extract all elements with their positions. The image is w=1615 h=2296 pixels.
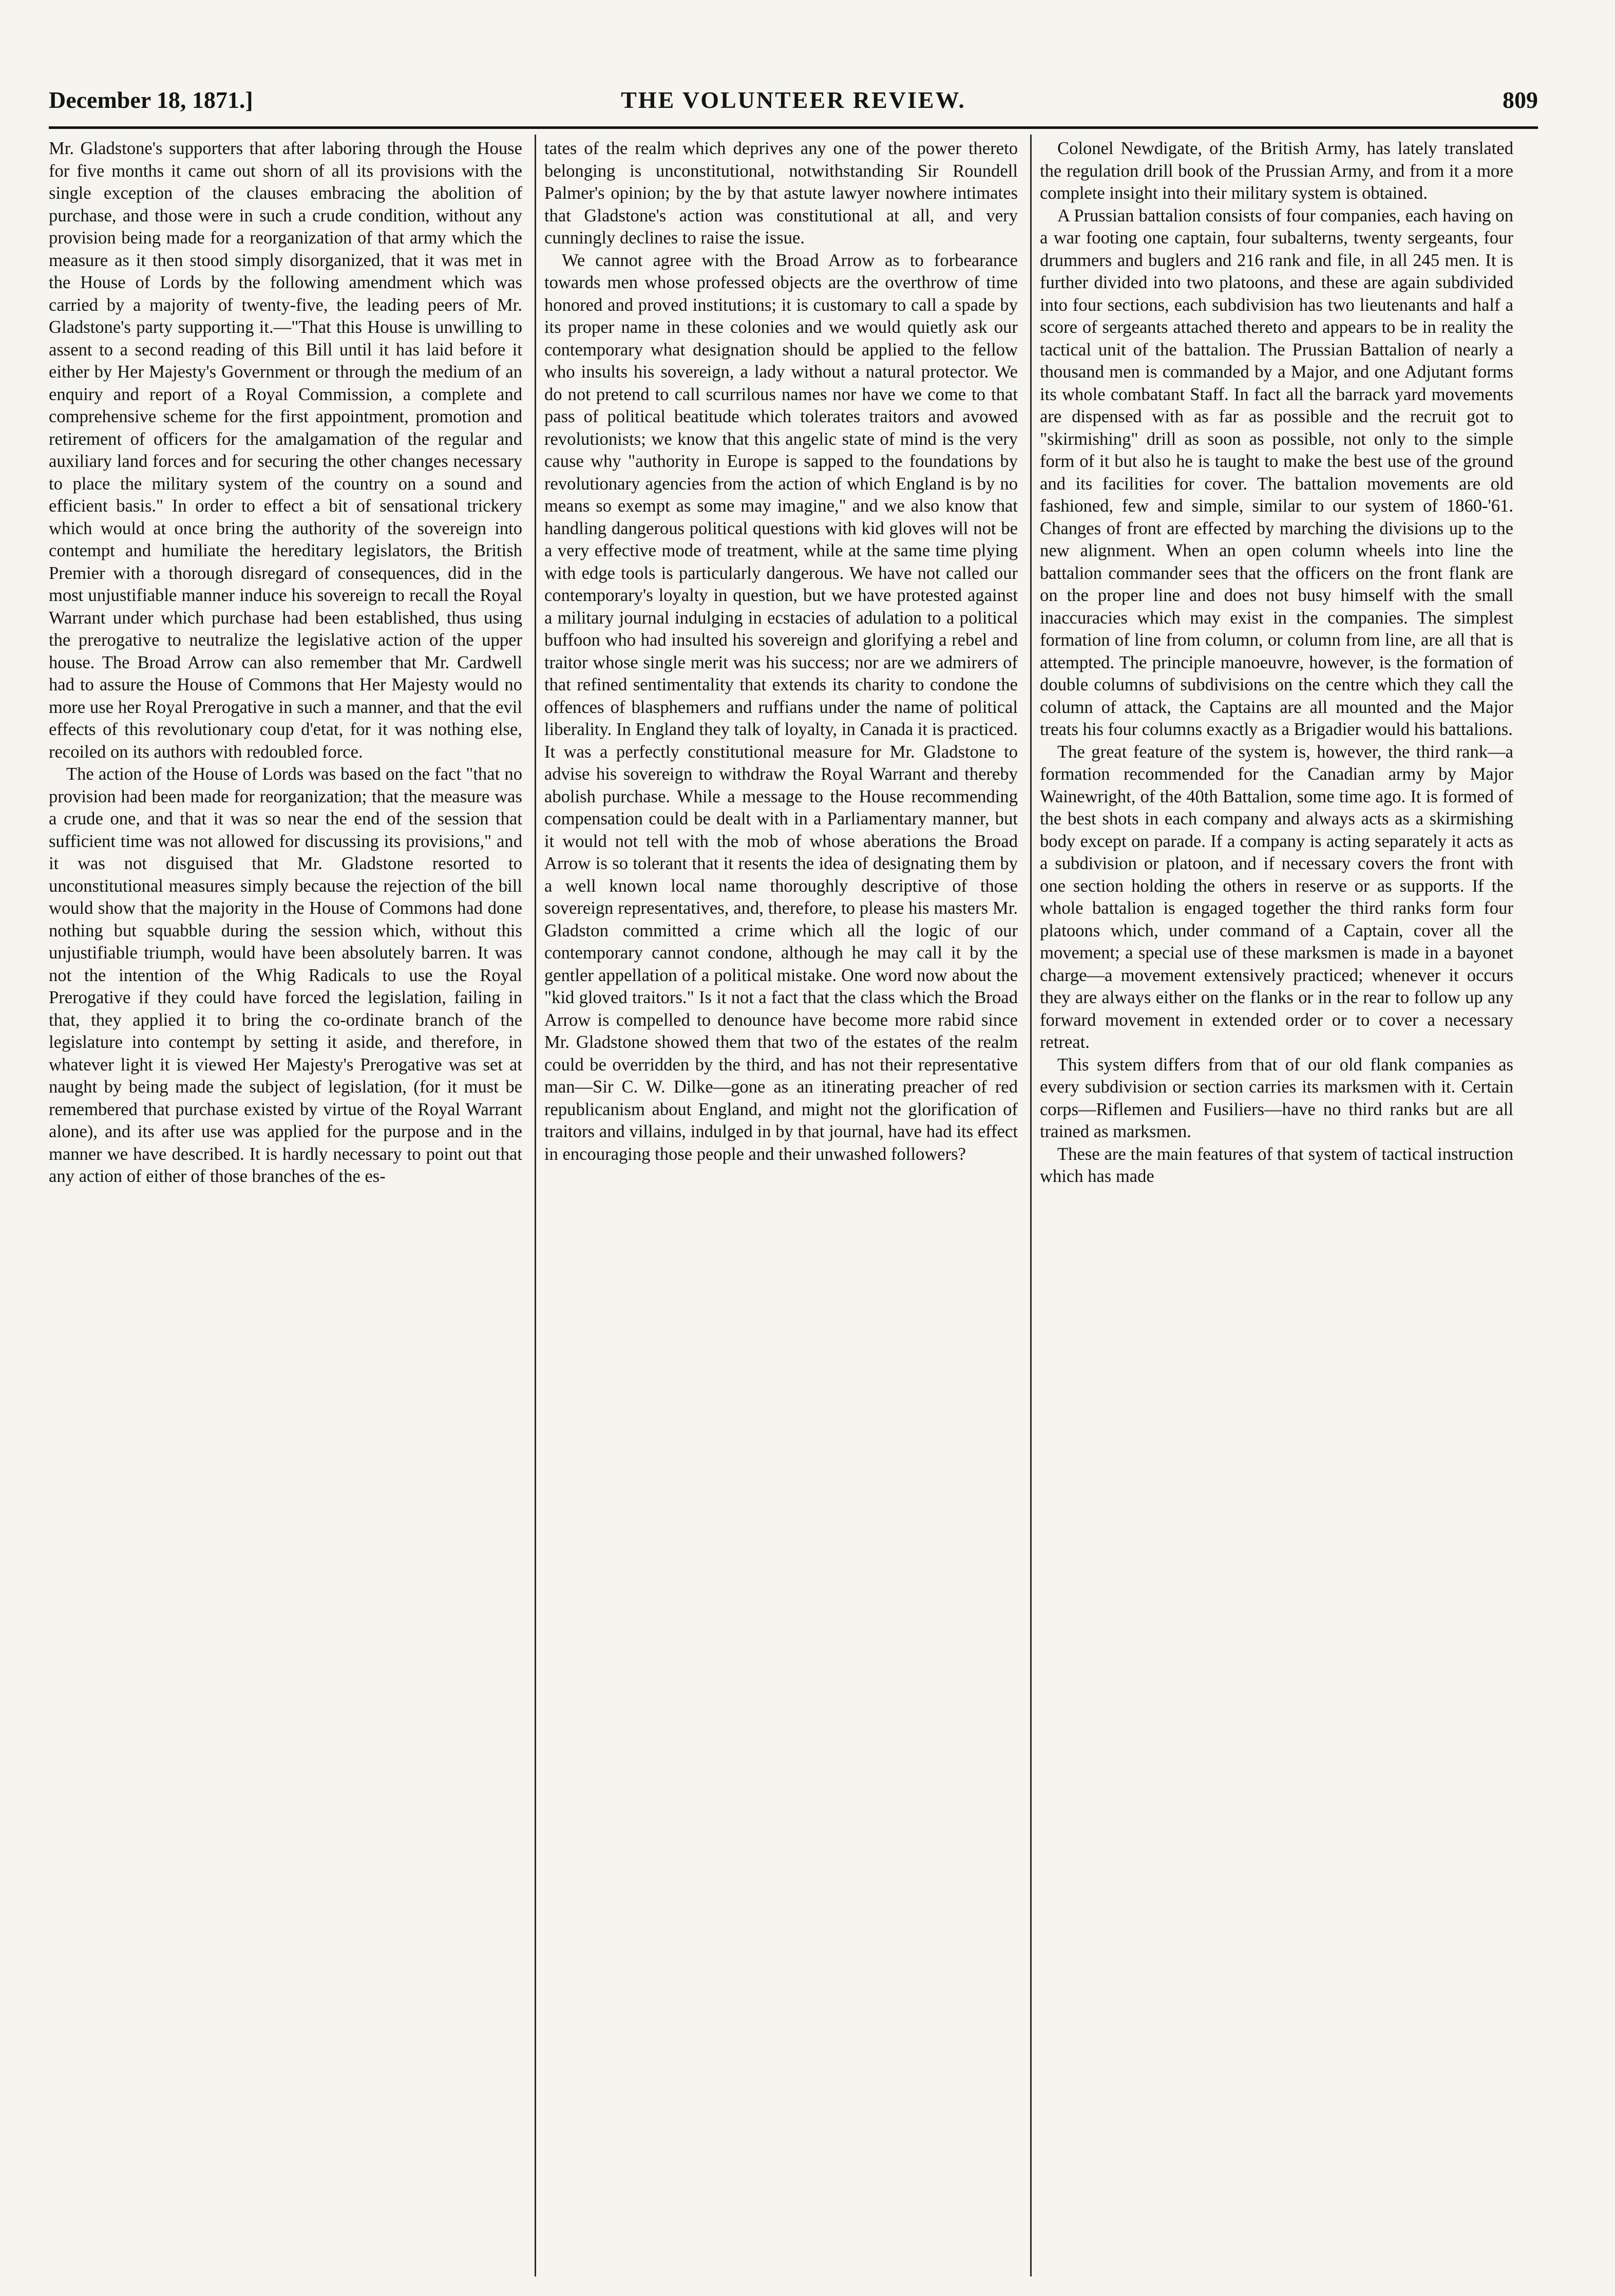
publication-title: THE VOLUNTEER REVIEW.	[621, 87, 966, 113]
paragraph: Colonel Newdigate, of the British Army, has lately translated the regulation drill book of the Prussian Army, and from it a more complete insight into their military system is obtained.	[1040, 139, 1513, 203]
paragraph: We cannot agree with the Broad Arrow as to forbearance towards men whose professed objects are the overthrow of time honored and proved institutions; it is customary to call a spade by its proper name in these colonies and we would quietly ask our contemporary what designation should be applied to the fellow who insults his sovereign, a lady without a natural protector. We do not pretend to call scurrilous names nor have we come to that pass of political beatitude which tolerates traitors and avowed revolutionists; we know that this angelic state of mind is the very cause why "authority in Europe is sapped to the foundations by revolutionary agencies from the action of which England is by no means so exempt as some may imagine," and we also know that handling dangerous political questions with kid gloves will not be a very effective mode of treatment, while at the same time plying with edge tools is particularly dangerous. We have not called our contemporary's loyalty in question, but we have protested against a military journal indulging in ecstacies of adulation to a political buffoon who had insulted his sovereign and glorifying a rebel and traitor whose single merit was his success; nor are we admirers of that refined sentimentality that extends its charity to condone the offences of blasphemers and ruffians under the name of political liberality. In England they talk of loyalty, in Canada it is practiced. It was a perfectly constitutional measure for Mr. Gladstone to advise his sovereign to withdraw the Royal Warrant and thereby abolish purchase. While a message to the House recommending compensation could be dealt with in a Parliamentary manner, but it would not tell with the mob of whose aberations the Broad Arrow is so tolerant that it resents the idea of designating them by a well known local name thoroughly descriptive of those sovereign representatives, and, therefore, to please his masters Mr. Gladston committed a crime which all the logic of our contemporary cannot condone, although he may call it by the gentler appellation of a political mistake. One word now about the "kid gloved traitors." Is it not a fact that the class which the Broad Arrow is compelled to denounce have become more rabid since Mr. Gladstone showed them that two of the estates of the realm could be overridden by the third, and has not their representative man—Sir C. W. Dilke—gone as an itinerating preacher of red republicanism about England, and might not the glorification of traitors and villains, indulged in by that journal, have had its effect in encouraging those people and their unwashed followers?	[544, 250, 1018, 1164]
article-column-2	[544, 138, 1018, 2269]
page-number: 809	[1503, 87, 1538, 113]
paragraph: A Prussian battalion consists of four companies, each having on a war footing one captain, four subalterns, twenty sergeants, four drummers and buglers and 216 rank and file, in all 245 men. It is further divided into two platoons, and these are again subdivided into four sections, each subdivision has two lieutenants and half a score of sergeants attached thereto and appears to be in reality the tactical unit of the battalion. The Prussian Battalion of nearly a thousand men is commanded by a Major, and one Adjutant forms its whole combatant Staff. In fact all the barrack yard movements are dispensed with as far as possible and the recruit got to "skirmishing" drill as soon as possible, not only to the simple form of it but also he is taught to make the best use of the ground and its facilities for cover. The battalion movements are old fashioned, few and simple, similar to our system of 1860-'61. Changes of front are effected by marching the divisions up to the new alignment. When an open column wheels into line the battalion commander sees that the officers on the front flank are on the proper line and does not busy himself with the small inaccuracies which may exist in the companies. The simplest formation of line from column, or column from line, are all that is attempted. The principle manoeuvre, however, is the formation of double columns of subdivisions on the centre which they call the column of attack, the Captains are all mounted and the Major treats his four columns exactly as a Brigadier would his battalions.	[1040, 205, 1513, 739]
column-divider	[535, 135, 536, 2276]
article-column-3	[1040, 138, 1513, 2269]
issue-date: December 18, 1871.]	[49, 87, 253, 113]
header-rule	[49, 126, 1538, 129]
paragraph: This system differs from that of our old flank companies as every subdivision or section carries its marksmen with it. Certain corps—Riflemen and Fusiliers—have no third ranks but are all trained as marksmen.	[1040, 1055, 1513, 1141]
paragraph: The great feature of the system is, however, the third rank—a formation recommended for the Canadian army by Major Wainewright, of the 40th Battalion, some time ago. It is formed of the best shots in each company and always acts as a skirmishing body except on parade. If a company is acting separately it acts as a subdivision or platoon, and if necessary covers the front with one section holding the others in reserve or as supports. If the whole battalion is engaged together the third ranks form four platoons which, under command of a Captain, cover all the movement; a special use of these marksmen is made in a bayonet charge—a movement extensively practiced; whenever it occurs they are always either on the flanks or in the rear to follow up any forward movement in extended order or to cover a necessary retreat.	[1040, 742, 1513, 1052]
page-header	[49, 86, 1538, 122]
paragraph: These are the main features of that system of tactical instruction which has made	[1040, 1144, 1513, 1186]
paragraph: tates of the realm which deprives any one of the power thereto belonging is unconstitutional, notwithstanding Sir Roundell Palmer's opinion; by the by that astute lawyer nowhere intimates that Gladstone's action was constitutional at all, and very cunningly declines to raise the issue.	[544, 139, 1018, 248]
paragraph: The action of the House of Lords was based on the fact "that no provision had been made for reorganization; that the measure was a crude one, and that it was so near the end of the session that sufficient time was not allowed for discussing its provisions," and it was not disguised that Mr. Gladstone resorted to unconstitutional measures simply because the rejection of the bill would show that the majority in the House of Commons had done nothing but squabble during the session which, without this unjustifiable triumph, would have been absolutely barren. It was not the intention of the Whig Radicals to use the Royal Prerogative if they could have forced the legislation, failing in that, they applied it to bring the co-ordinate branch of the legislature into contempt by setting it aside, and therefore, in whatever light it is viewed Her Majesty's Prerogative was set at naught by being made the subject of legislation, (for it must be remembered that purchase existed by virtue of the Royal Warrant alone), and its after use was applied for the purpose and in the manner we have described. It is hardly necessary to point out that any action of either of those branches of the es-	[49, 764, 522, 1186]
column-divider	[1030, 135, 1032, 2276]
article-column-1	[49, 138, 522, 2269]
paragraph: Mr. Gladstone's supporters that after laboring through the House for five months it came out shorn of all its provisions with the single exception of the clauses embracing the abolition of purchase, and those were in such a crude condition, without any provision being made for a reorganization of that army which the measure as it then stood simply disorganized, that it was met in the House of Lords by the following amendment which was carried by a majority of twenty-five, the leading peers of Mr. Gladstone's party supporting it.—"That this House is unwilling to assent to a second reading of this Bill until it has laid before it either by Her Majesty's Government or through the medium of an enquiry and report of a Royal Commission, a complete and comprehensive scheme for the first appointment, promotion and retirement of officers for the amalgamation of the regular and auxiliary land forces and for securing the other changes necessary to place the military system of the country on a sound and efficient basis." In order to effect a bit of sensational trickery which would at once bring the authority of the sovereign into contempt and humiliate the hereditary legislators, the British Premier with a thorough disregard of consequences, did in the most unjustifiable manner induce his sovereign to recall the Royal Warrant under which purchase had been established, thus using the prerogative to neutralize the legislative action of the upper house. The Broad Arrow can also remember that Mr. Cardwell had to assure the House of Commons that Her Majesty would no more use her Royal Prerogative in such a manner, and that the evil effects of this revolutionary coup d'etat, for it was nothing else, recoiled on its authors with redoubled force.	[49, 139, 522, 762]
